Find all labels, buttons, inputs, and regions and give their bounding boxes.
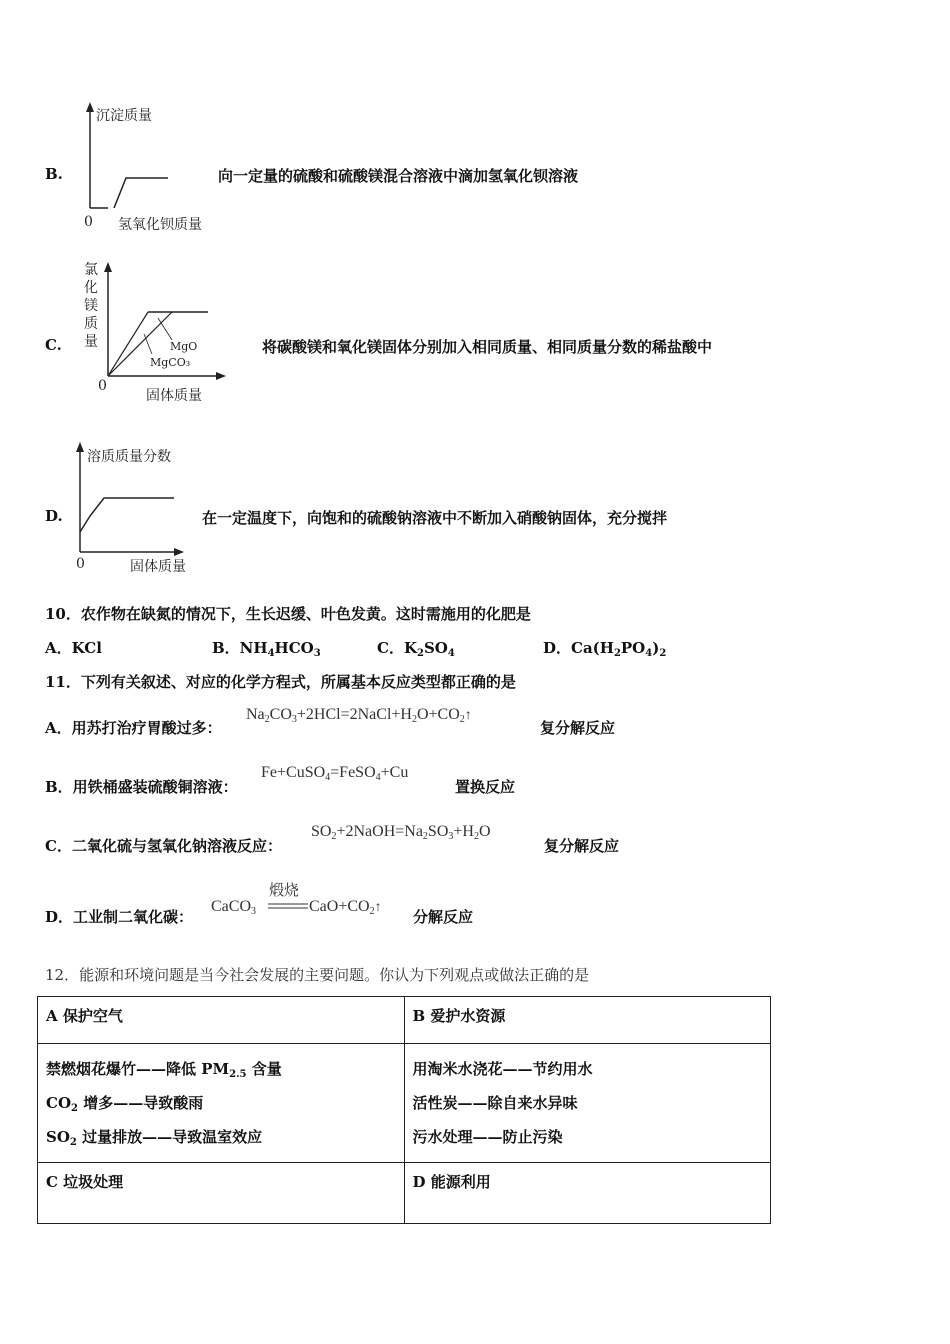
q10-option-d: D．$Ca(H_2PO_4)_2$ [543,639,667,659]
graph-b-x-label: 氢氧化钡质量 [118,217,202,233]
option-b-letter: B. [45,165,63,183]
graph-c-mgo-line [108,312,148,376]
q11-d-equals-sign [268,902,308,910]
graph-c-x-label: 固体质量 [146,388,202,404]
graph-d-x-arrow [174,548,184,556]
graph-c-x-arrow [216,372,226,380]
q12-a-line-3: $SO_2$ 过量排放——导致温室效应 [46,1128,263,1148]
graph-b-origin: 0 [84,214,93,230]
q11-a-type: 复分解反应 [540,719,616,737]
q11-b-type: 置换反应 [455,778,516,796]
graph-c-y-label-1: 氯 [84,262,98,278]
option-d-description: 在一定温度下，向饱和的硫酸钠溶液中不断加入硝酸钠固体，充分搅拌 [202,509,668,527]
graph-c-mgo-label: MgO [170,340,198,353]
q11-a-equation: $Na_2CO_3+2HCl=2NaCl+H_2O+CO_2↑$ [246,706,472,725]
q12-cell-b-body [404,1044,771,1163]
q12-table [37,996,771,1224]
graph-c-mgo-pointer [158,318,172,340]
graph-c-y-label-2: 化 [84,280,98,296]
q11-c-type: 复分解反应 [544,837,620,855]
q12-b-line-3: 污水处理——防止污染 [412,1128,563,1146]
q12-cell-d-header: D 能源利用 [404,1163,771,1224]
q11-d-text: D．工业制二氧化碳： [45,908,194,926]
q11-d-type: 分解反应 [413,908,474,926]
graph-c-y-label-4: 质 [84,316,98,332]
q12-cell-a-header: A 保护空气 [38,997,405,1044]
graph-c-y-label-3: 镁 [84,298,98,314]
graph-b-curve [114,178,168,208]
q11-stem: 11．下列有关叙述、对应的化学方程式，所属基本反应类型都正确的是 [45,673,516,691]
option-c-description: 将碳酸镁和氧化镁固体分别加入相同质量、相同质量分数的稀盐酸中 [262,338,713,356]
q11-d-condition: 煅烧 [269,883,300,899]
q12-b-line-2: 活性炭——除自来水异味 [412,1094,578,1112]
graph-b-y-arrow [86,102,94,112]
q11-d-reactant: CaCO$_3$ [211,898,256,917]
q10-option-c: C．$K_2SO_4$ [377,639,455,659]
graph-d-origin: 0 [76,556,85,572]
graph-c-y-label-5: 量 [84,334,98,350]
graph-c-mgco3-label: MgCO₃ [150,356,191,369]
graph-c-mgco3-pointer [144,334,152,354]
graph-b [78,100,228,235]
q12-cell-a-body [38,1044,405,1163]
q12-cell-b-header: B 爱护水资源 [404,997,771,1044]
q11-b-equation: Fe+CuSO$_4$=FeSO$_4$+Cu [261,764,409,783]
q10-option-b: B．$NH_4HCO_3$ [212,639,321,659]
graph-c-y-arrow [104,262,112,272]
q12-b-line-1: 用淘米水浇花——节约用水 [412,1060,593,1078]
q12-a-line-1: 禁燃烟花爆竹——降低 $PM_{2.5}$ 含量 [46,1060,282,1080]
q11-c-equation: $SO_2+2NaOH=Na_2SO_3+H_2O$ [311,823,491,842]
q11-a-text: A．用苏打治疗胃酸过多： [45,719,222,737]
graph-d-y-arrow [76,442,84,452]
option-b-description: 向一定量的硫酸和硫酸镁混合溶液中滴加氢氧化钡溶液 [218,167,579,185]
q12-a-line-2: $CO_2$ 增多——导致酸雨 [46,1094,204,1114]
graph-c-origin: 0 [98,378,107,394]
option-c-letter: C. [45,336,62,354]
q11-c-text: C．二氧化硫与氢氧化钠溶液反应： [45,837,282,855]
q11-b-text: B．用铁桶盛装硫酸铜溶液： [45,778,238,796]
graph-c [78,258,238,406]
q11-d-products: $CaO+CO_2↑$ [309,898,382,917]
graph-d [70,440,220,578]
q10-option-a: A．KCl [45,639,102,657]
graph-b-y-label: 沉淀质量 [96,108,152,124]
q12-cell-c-header: C 垃圾处理 [38,1163,405,1224]
graph-d-y-label: 溶质质量分数 [87,449,171,465]
graph-d-x-label: 固体质量 [130,559,186,575]
q12-stem: 12．能源和环境问题是当今社会发展的主要问题。你认为下列观点或做法正确的是 [45,966,590,984]
graph-d-curve [80,498,174,532]
q10-stem: 10．农作物在缺氮的情况下，生长迟缓、叶色发黄。这时需施用的化肥是 [45,605,531,623]
option-d-letter: D. [45,507,63,525]
